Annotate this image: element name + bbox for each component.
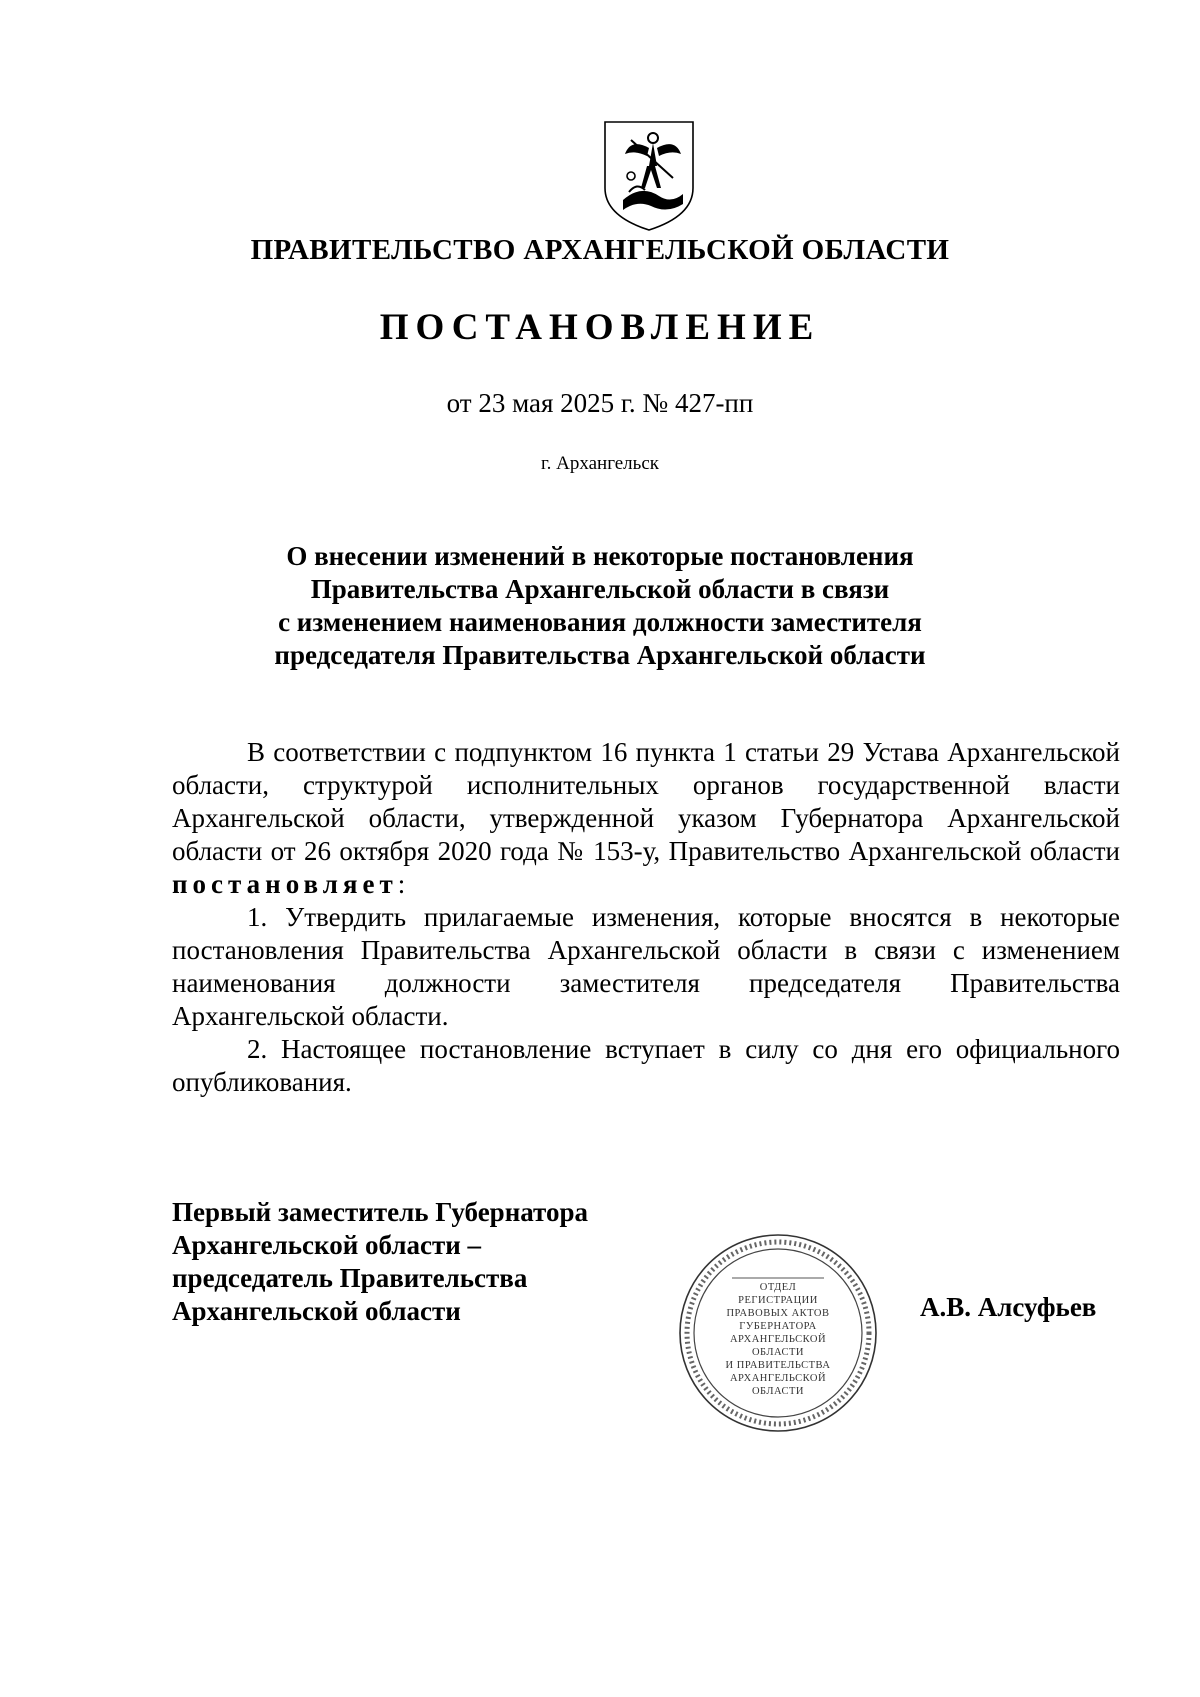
signatory-position-line: Архангельской области – [172,1230,482,1260]
stamp-line: АРХАНГЕЛЬСКОЙ [729,1334,827,1345]
signatory-position-line: Архангельской области [172,1296,461,1326]
subject-line: Правительства Архангельской области в связи [310,574,890,604]
signatory-name: А.В. Алсуфьев [920,1292,1097,1322]
stamp-line: ОТДЕЛ [759,1282,797,1293]
stamp-line: АРХАНГЕЛЬСКОЙ [729,1373,827,1384]
resolves-word: постановляет [172,869,398,899]
signatory-position-line: председатель Правительства [172,1263,528,1293]
stamp-line: ГУБЕРНАТОРА [739,1321,817,1332]
subject-line: с изменением наименования должности заместителя [278,607,922,637]
document-body [172,736,1120,1099]
organization-title: ПРАВИТЕЛЬСТВО АРХАНГЕЛЬСКОЙ ОБЛАСТИ [250,234,950,266]
item-2-paragraph: 2. Настоящее постановление вступает в силу со дня его официального опубликования. [172,1034,1120,1097]
stamp-line: ОБЛАСТИ [751,1386,805,1397]
stamp-line: ОБЛАСТИ [751,1347,805,1358]
item-1-paragraph: 1. Утвердить прилагаемые изменения, которые вносятся в некоторые постановления Правительства Архангельской области в связи с изменением наименования должности заместителя председателя Правительства Архангельской области. [172,902,1120,1031]
preamble-text: В соответствии с подпунктом 16 пункта 1 статьи 29 Устава Архангельской области, структурой исполнительных органов государственной власти Архангельской области, утвержденной указом Губернатора Архангельской области от 26 октября 2020 года № 153-у, Правительство Архангельской области [172,737,1120,866]
subject-line: О внесении изменений в некоторые постановления [286,541,914,571]
document-city: г. Архангельск [540,453,659,474]
preamble-paragraph [172,736,1120,901]
signatory-position [172,1196,642,1328]
archangel-coat-of-arms-icon [601,118,697,234]
subject-line: председателя Правительства Архангельской области [274,640,926,670]
document-type-title: ПОСТАНОВЛЕНИЕ [379,307,821,348]
official-round-stamp-icon [677,1232,879,1434]
stamp-line: ПРАВОВЫХ АКТОВ [726,1308,830,1319]
document-date-number: от 23 мая 2025 г. № 427-пп [446,388,754,418]
stamp-line: И ПРАВИТЕЛЬСТВА [725,1360,831,1371]
document-subject [200,540,1000,672]
stamp-line: РЕГИСТРАЦИИ [738,1295,818,1306]
resolves-colon: : [397,869,406,899]
signatory-position-line: Первый заместитель Губернатора [172,1197,588,1227]
